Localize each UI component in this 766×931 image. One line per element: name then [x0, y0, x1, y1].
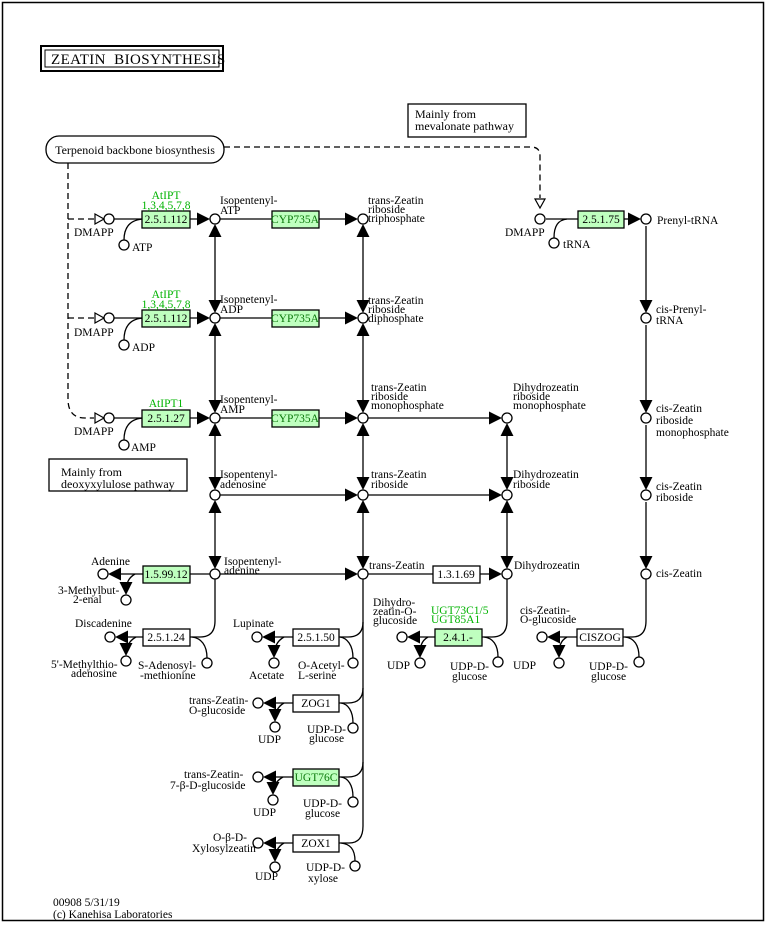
compound-udp-4-node[interactable] [268, 795, 278, 805]
compound-dhz-o-glucoside-node[interactable] [397, 632, 407, 642]
compound-label: O-glucoside [520, 614, 577, 626]
compound-tz-7-glucoside-node[interactable] [253, 772, 263, 782]
compound-label: monophosphate [371, 400, 444, 412]
compound-udp-glucose-3-node[interactable] [348, 723, 358, 733]
edge [339, 622, 363, 637]
compound-label: trans-Zeatin [368, 295, 424, 307]
cofactor-in-curve [341, 777, 353, 797]
compound-label: Lupinate [233, 618, 274, 630]
terpenoid-link-label: Terpenoid backbone biosynthesis [55, 143, 215, 157]
compound-label: O-β-D- [213, 832, 247, 844]
compound-label: adenine [224, 565, 260, 577]
open-arrow-icon [95, 413, 104, 423]
compound-prenyl-trna-node[interactable] [641, 214, 651, 224]
compound-label: 3-Methylbut- [58, 585, 120, 597]
cofactor-out-curve [126, 574, 135, 593]
compound-label: glucose [309, 733, 345, 745]
compound-label: riboside [368, 304, 406, 316]
cofactor-in-curve [124, 318, 143, 340]
compound-label: trans-Zeatin [369, 560, 425, 572]
cofactor-out-curve [275, 703, 284, 720]
compound-label: riboside [513, 391, 551, 403]
compound-methylthioadenosine-node[interactable] [121, 656, 131, 666]
compound-label: xylose [308, 873, 339, 885]
gene-annotation: UGT73C1/5 [431, 605, 489, 617]
open-arrow-icon [95, 214, 104, 224]
compound-label: trans-Zeatin- [184, 769, 244, 781]
open-arrow-icon [535, 199, 545, 208]
compound-label: L-serine [298, 670, 337, 682]
cofactor-out-curve [273, 777, 283, 793]
compound-trna-node[interactable] [549, 238, 559, 248]
compound-label: DMAPP [74, 426, 114, 438]
compound-label: UDP [513, 660, 537, 672]
enzyme-ec-label: 1.3.1.69 [437, 569, 475, 581]
compound-label: Dihydrozeatin [514, 560, 580, 572]
compound-label: UDP [387, 660, 411, 672]
compound-label: -methionine [140, 670, 196, 682]
compound-label: trans-Zeatin- [189, 695, 249, 707]
compound-label: Isopentenyl- [220, 195, 278, 207]
compound-label: cis-Zeatin- [520, 605, 570, 617]
enzyme-ec-label: 2.5.1.27 [147, 413, 185, 425]
compound-tz-o-glucoside-node[interactable] [253, 698, 263, 708]
compound-sam-node[interactable] [202, 658, 212, 668]
cofactor-out-curve [420, 637, 428, 656]
compound-udp-1-node[interactable] [415, 658, 425, 668]
compound-isopentenyl-adp-node[interactable] [210, 313, 220, 323]
cofactor-in-curve [124, 418, 143, 440]
compound-label: Dihydro- [373, 597, 416, 609]
gene-annotation: AtIPT [151, 190, 181, 202]
cofactor-out-curve [559, 637, 567, 656]
enzyme-gene-label: CISZOG [579, 632, 621, 644]
compound-label: cis-Zeatin [656, 481, 702, 493]
compound-label: ATP [220, 205, 241, 217]
compound-isopentenyl-adenine-node[interactable] [210, 569, 220, 579]
cofactor-in-curve [192, 637, 207, 658]
compound-dihydrozeatin-node[interactable] [502, 569, 512, 579]
compound-lupinate-node[interactable] [252, 632, 262, 642]
compound-label: riboside [656, 492, 694, 504]
enzyme-ec-label: 2.5.1.112 [144, 313, 188, 325]
enzyme-box-cyp2[interactable] [271, 310, 320, 327]
cofactor-in-curve [554, 219, 567, 238]
enzyme-ec-label: 2.5.1.112 [144, 214, 188, 226]
compound-tz-riboside-monophosphate-node[interactable] [358, 413, 368, 423]
compound-isopentenyl-amp-node[interactable] [210, 413, 220, 423]
pathway-link-terpenoid[interactable] [46, 136, 224, 163]
compound-label: Prenyl-tRNA [657, 215, 719, 227]
compound-label: riboside [371, 479, 409, 491]
gene-annotation: UGT85A1 [431, 614, 481, 626]
compound-cz-riboside-monophosphate-node[interactable] [641, 413, 651, 423]
compound-label: zeatin-O- [373, 606, 417, 618]
compound-tz-riboside-triphosphate-node[interactable] [358, 214, 368, 224]
compound-adp-node[interactable] [119, 340, 129, 350]
compound-label: O-glucoside [189, 705, 246, 717]
compound-acetate-node[interactable] [269, 658, 279, 668]
compound-udp-3-node[interactable] [270, 722, 280, 732]
gene-annotation: 1,3,4,5,7,8 [141, 299, 191, 311]
compound-label: ATP [132, 242, 153, 254]
compound-label: UDP-D- [450, 661, 489, 673]
compound-label: diphosphate [368, 313, 424, 325]
compound-cz-riboside-node[interactable] [641, 490, 651, 500]
note-mevalonate [408, 104, 526, 137]
compound-udp-xylose-node[interactable] [350, 861, 360, 871]
compound-label: Dihydrozeatin [513, 382, 579, 394]
compound-udp-glucose-4-node[interactable] [348, 797, 358, 807]
compound-label: S-Adenosyl- [138, 660, 197, 672]
enzyme-box-ipt3[interactable] [142, 410, 190, 427]
note-line: deoxyxylulose pathway [61, 477, 175, 491]
compound-isopentenyl-atp-node[interactable] [210, 214, 220, 224]
compound-label: trans-Zeatin [371, 382, 427, 394]
cofactor-in-curve [625, 637, 639, 657]
compound-cis-zeatin-node[interactable] [641, 569, 651, 579]
compound-label: trans-Zeatin [371, 469, 427, 481]
compound-amp-node[interactable] [119, 440, 129, 450]
gene-annotation: AtIPT [151, 289, 181, 301]
cofactor-in-curve [340, 637, 353, 658]
cofactor-out-curve [126, 637, 136, 654]
compound-label: tRNA [563, 239, 591, 251]
enzyme-ec-label: 2.5.1.50 [297, 632, 335, 644]
enzyme-ec-label: 2.5.1.75 [582, 214, 620, 226]
compound-dmapp-4-node[interactable] [535, 214, 545, 224]
compound-tz-riboside-diphosphate-node[interactable] [358, 313, 368, 323]
compound-label: O-Acetyl- [298, 660, 345, 672]
enzyme-box-ckx[interactable] [143, 566, 190, 583]
compound-trans-zeatin-node[interactable] [358, 569, 368, 579]
compound-label: glucose [591, 671, 627, 683]
compound-label: glucoside [373, 615, 418, 627]
compound-label: riboside [656, 415, 694, 427]
compound-label: ADP [132, 342, 156, 354]
enzyme-box-2.5.1.24[interactable] [143, 629, 190, 646]
compound-cz-o-glucoside-node[interactable] [537, 632, 547, 642]
compound-label: UDP-D- [589, 661, 628, 673]
compound-label: adenosine [71, 668, 117, 680]
footer [53, 897, 173, 921]
enzyme-gene-label: CYP735A [271, 413, 319, 425]
dashed-edge [68, 163, 94, 418]
cofactor-out-curve [274, 637, 284, 656]
compound-label: monophosphate [656, 427, 729, 439]
enzyme-box-ciszog[interactable] [577, 629, 623, 646]
compound-atp-node[interactable] [119, 240, 129, 250]
enzyme-box-trna-ipt[interactable] [578, 211, 624, 228]
dashed-edges [68, 147, 545, 423]
compound-label: trans-Zeatin [368, 195, 424, 207]
enzyme-box-1.3.1.69[interactable] [433, 566, 480, 583]
enzyme-box-2.4.1[interactable] [435, 629, 482, 646]
gene-annotation: 1,3,4,5,7,8 [141, 200, 191, 212]
map-id-label: 00908 5/31/19 [53, 897, 120, 909]
note-deoxyxylulose [49, 459, 187, 491]
cofactor-in-curve [341, 703, 353, 723]
compound-label: triphosphate [368, 213, 425, 225]
compound-discadenine-node[interactable] [105, 632, 115, 642]
compound-label: riboside [368, 204, 406, 216]
compound-udp-glucose-2-node[interactable] [634, 657, 644, 667]
compound-o-acetyl-l-serine-node[interactable] [348, 658, 358, 668]
enzyme-gene-label: UGT76C [294, 772, 338, 784]
compound-label: Acetate [249, 670, 285, 682]
enzyme-box-ipt2[interactable] [142, 310, 190, 327]
compound-label: cis-Zeatin [656, 403, 702, 415]
compound-dhz-riboside-node[interactable] [502, 490, 512, 500]
compound-label: adenosine [220, 479, 266, 491]
compound-udp-glucose-1-node[interactable] [493, 657, 503, 667]
compound-label: UDP [253, 807, 277, 819]
enzyme-gene-label: ZOG1 [301, 698, 331, 710]
compound-adenine-node[interactable] [98, 569, 108, 579]
compound-label: Xylosylzeatin [192, 843, 256, 855]
dashed-edge [224, 147, 540, 198]
compound-label: Adenine [91, 556, 130, 568]
compound-label: tRNA [656, 315, 684, 327]
compound-label: glucose [305, 808, 341, 820]
open-arrow-icon [95, 313, 104, 323]
enzyme-ec-label: 1.5.99.12 [144, 569, 188, 581]
compound-tz-riboside-node[interactable] [358, 490, 368, 500]
compound-label: Isopentenyl- [220, 469, 278, 481]
enzyme-box-2.5.1.50[interactable] [293, 629, 339, 646]
enzyme-gene-label: CYP735A [271, 214, 319, 226]
edge [339, 762, 363, 777]
compound-label: Isopnetenyl- [220, 294, 278, 306]
cofactor-out-curve [275, 843, 284, 860]
compound-cis-prenyl-trna-node[interactable] [641, 313, 651, 323]
compound-label: 2-enal [73, 594, 102, 606]
enzyme-box-ugt76c[interactable] [293, 769, 339, 786]
enzyme-box-cyp3[interactable] [271, 410, 320, 427]
enzyme-ec-label: 2.4.1.- [443, 632, 473, 644]
compound-label: cis-Prenyl- [656, 304, 707, 316]
compound-label: Dihydrozeatin [513, 469, 579, 481]
compound-label: DMAPP [74, 327, 114, 339]
enzyme-ec-label: 2.5.1.24 [147, 632, 185, 644]
edge [339, 688, 363, 703]
enzyme-box-zox1[interactable] [293, 835, 339, 852]
compound-label: ADP [220, 304, 244, 316]
compound-label: Isopentenyl- [224, 556, 282, 568]
compound-dmapp-1-node[interactable] [104, 214, 114, 224]
enzyme-gene-label: ZOX1 [301, 838, 331, 850]
compound-label: UDP [258, 734, 282, 746]
compound-udp-2-node[interactable] [554, 658, 564, 668]
compound-label: 7-β-D-glucoside [170, 780, 246, 792]
compound-label: monophosphate [513, 400, 586, 412]
compound-label: UDP-D- [303, 798, 342, 810]
enzyme-box-cyp1[interactable] [271, 211, 320, 228]
compound-label: riboside [513, 479, 551, 491]
compound-label: Discadenine [75, 618, 132, 630]
gene-annotation: AtIPT1 [148, 398, 184, 410]
compound-dmapp-2-node[interactable] [104, 313, 114, 323]
compound-label: cis-Zeatin [656, 568, 702, 580]
cofactor-in-curve [484, 637, 498, 657]
compound-label: AMP [131, 442, 156, 454]
compound-label: 5'-Methylthio- [51, 659, 118, 671]
compound-label: UDP-D- [307, 724, 346, 736]
copyright-label: (c) Kanehisa Laboratories [53, 909, 173, 921]
enzyme-box-zog1[interactable] [293, 695, 339, 712]
compound-label: DMAPP [505, 227, 545, 239]
enzyme-gene-label: CYP735A [271, 313, 319, 325]
compound-label: UDP-D- [306, 862, 345, 874]
compound-label: Isopentenyl- [220, 394, 278, 406]
compound-dmapp-3-node[interactable] [104, 413, 114, 423]
cofactor-in-curve [124, 219, 143, 240]
compound-dhz-riboside-monophosphate-node[interactable] [502, 413, 512, 423]
title-box [41, 46, 226, 71]
note-line: mevalonate pathway [415, 119, 514, 133]
enzyme-box-ipt1[interactable] [142, 211, 190, 228]
compound-isopentenyl-adenosine-node[interactable] [210, 490, 220, 500]
compound-label: riboside [371, 391, 409, 403]
page-title: ZEATIN BIOSYNTHESIS [51, 52, 226, 68]
cofactor-in-curve [341, 843, 355, 861]
edge [190, 579, 215, 637]
compound-label: AMP [220, 404, 245, 416]
note-line: Mainly from [61, 465, 122, 479]
compound-label: glucose [452, 671, 488, 683]
note-line: Mainly from [415, 107, 476, 121]
compound-methylbutenal-node[interactable] [121, 595, 131, 605]
edge [623, 579, 646, 637]
compound-label: DMAPP [74, 227, 114, 239]
compound-label: UDP [255, 871, 279, 883]
